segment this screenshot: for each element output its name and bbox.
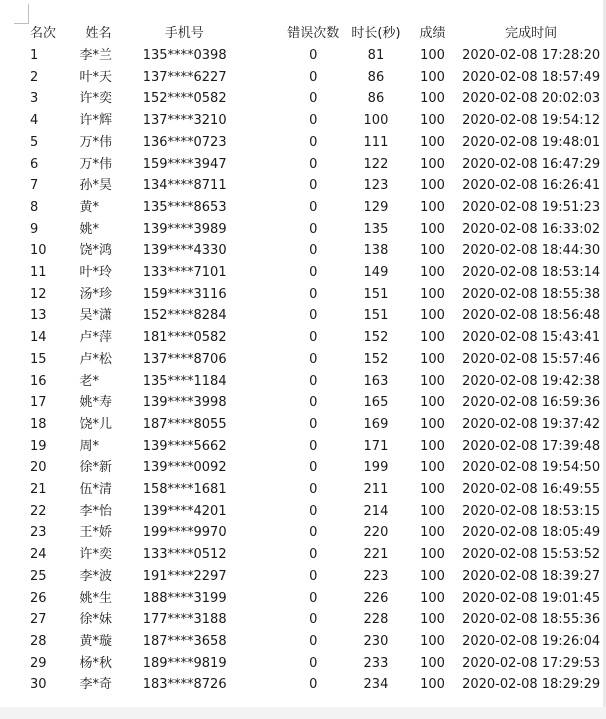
cell-name: 李*兰 — [79, 48, 112, 63]
cell-finish-time: 2020-02-08 18:55:38 — [462, 286, 601, 302]
cell-phone: 199****9970 — [142, 525, 227, 541]
table-row — [24, 479, 606, 501]
cell-duration: 163 — [363, 373, 389, 389]
cell-rank: 7 — [30, 178, 39, 194]
cell-finish-time: 2020-02-08 16:47:29 — [462, 156, 601, 172]
cell-duration: 233 — [363, 655, 389, 671]
cell-errors: 0 — [309, 395, 318, 411]
cell-duration: 230 — [363, 633, 389, 649]
cell-name: 万*伟 — [79, 156, 112, 172]
header-score: 成绩 — [419, 26, 446, 41]
cell-name: 万*伟 — [79, 134, 112, 150]
cell-rank: 16 — [30, 373, 47, 389]
cell-errors: 0 — [309, 612, 318, 628]
table-row — [24, 436, 606, 458]
cell-duration: 152 — [363, 330, 389, 346]
cell-finish-time: 2020-02-08 19:01:45 — [462, 590, 601, 606]
cell-score: 100 — [420, 568, 445, 584]
cell-phone: 152****8284 — [142, 308, 227, 324]
table-row — [24, 197, 606, 219]
table-row — [24, 240, 606, 262]
cell-finish-time: 2020-02-08 17:28:20 — [462, 48, 601, 63]
cell-rank: 12 — [30, 286, 47, 302]
cell-phone: 181****0582 — [142, 330, 227, 346]
cell-name: 老* — [79, 373, 99, 389]
cell-score: 100 — [420, 525, 445, 541]
table-row — [24, 45, 606, 67]
cell-name: 许*辉 — [79, 113, 112, 129]
cell-phone: 152****0582 — [142, 91, 227, 107]
cell-name: 李*怡 — [79, 503, 112, 519]
cell-phone: 139****3989 — [142, 221, 227, 237]
table-row — [24, 674, 606, 696]
table-header-row — [24, 23, 606, 45]
cell-phone: 191****2297 — [142, 568, 227, 584]
cell-score: 100 — [420, 199, 445, 215]
cell-errors: 0 — [309, 134, 318, 150]
crop-mark — [28, 4, 29, 24]
cell-rank: 8 — [30, 199, 39, 215]
cell-finish-time: 2020-02-08 18:57:49 — [462, 69, 601, 85]
cell-score: 100 — [420, 286, 445, 302]
cell-phone: 133****0512 — [142, 547, 227, 563]
cell-duration: 169 — [363, 416, 389, 432]
cell-errors: 0 — [309, 69, 318, 85]
cell-duration: 111 — [363, 134, 389, 150]
table-row — [24, 588, 606, 610]
cell-duration: 149 — [363, 265, 389, 281]
cell-errors: 0 — [309, 590, 318, 606]
cell-finish-time: 2020-02-08 18:53:14 — [462, 265, 601, 281]
cell-finish-time: 2020-02-08 19:37:42 — [462, 416, 601, 432]
table-row — [24, 110, 606, 132]
cell-score: 100 — [420, 69, 445, 85]
cell-phone: 158****1681 — [142, 482, 227, 498]
cell-score: 100 — [420, 547, 445, 563]
cell-phone: 188****3199 — [142, 590, 227, 606]
cell-phone: 187****3658 — [142, 633, 227, 649]
cell-duration: 199 — [363, 460, 389, 476]
cell-duration: 100 — [363, 113, 389, 129]
cell-score: 100 — [420, 134, 445, 150]
cell-phone: 135****0398 — [142, 48, 227, 63]
cell-errors: 0 — [309, 113, 318, 129]
cell-score: 100 — [420, 308, 445, 324]
cell-duration: 135 — [363, 221, 389, 237]
cell-duration: 138 — [363, 243, 389, 259]
cell-finish-time: 2020-02-08 18:55:36 — [462, 612, 601, 628]
table-row — [24, 631, 606, 653]
table-row — [24, 175, 606, 197]
cell-phone: 189****9819 — [142, 655, 227, 671]
table-row — [24, 371, 606, 393]
cell-duration: 211 — [363, 482, 389, 498]
cell-errors: 0 — [309, 460, 318, 476]
cell-score: 100 — [420, 178, 445, 194]
table-row — [24, 544, 606, 566]
header-finish-time: 完成时间 — [505, 26, 558, 41]
cell-errors: 0 — [309, 178, 318, 194]
table-row — [24, 349, 606, 371]
cell-errors: 0 — [309, 330, 318, 346]
cell-duration: 86 — [367, 69, 385, 85]
cell-duration: 221 — [363, 547, 389, 563]
cell-score: 100 — [420, 395, 445, 411]
header-errors: 错误次数 — [287, 26, 340, 41]
cell-name: 许*奕 — [79, 91, 112, 107]
cell-finish-time: 2020-02-08 19:54:12 — [462, 113, 601, 129]
cell-phone: 139****4201 — [142, 503, 227, 519]
header-phone: 手机号 — [164, 26, 204, 41]
cell-rank: 5 — [30, 134, 39, 150]
cell-duration: 165 — [363, 395, 389, 411]
cell-rank: 3 — [30, 91, 39, 107]
table-row — [24, 522, 606, 544]
cell-rank: 13 — [30, 308, 47, 324]
cell-finish-time: 2020-02-08 16:33:02 — [462, 221, 601, 237]
header-rank: 名次 — [30, 26, 57, 41]
cell-rank: 14 — [30, 330, 47, 346]
cell-errors: 0 — [309, 677, 318, 693]
cell-score: 100 — [420, 156, 445, 172]
table-row — [24, 219, 606, 241]
table-row — [24, 327, 606, 349]
cell-phone: 137****6227 — [142, 69, 227, 85]
cell-phone: 135****8653 — [142, 199, 227, 215]
cell-name: 姚* — [79, 221, 99, 237]
header-duration: 时长(秒) — [351, 26, 401, 41]
cell-name: 杨*秋 — [79, 655, 112, 671]
cell-phone: 159****3116 — [142, 286, 227, 302]
cell-phone: 139****4330 — [142, 243, 227, 259]
cell-name: 李*奇 — [79, 677, 112, 693]
cell-duration: 214 — [363, 503, 389, 519]
cell-score: 100 — [420, 655, 445, 671]
page-edge-shadow — [0, 707, 606, 719]
cell-phone: 177****3188 — [142, 612, 227, 628]
cell-errors: 0 — [309, 351, 318, 367]
table-row — [24, 457, 606, 479]
table-row — [24, 501, 606, 523]
cell-phone: 133****7101 — [142, 265, 227, 281]
cell-score: 100 — [420, 243, 445, 259]
cell-errors: 0 — [309, 265, 318, 281]
cell-rank: 22 — [30, 503, 47, 519]
cell-name: 吴*潇 — [79, 308, 112, 324]
cell-phone: 134****8711 — [142, 178, 227, 194]
cell-finish-time: 2020-02-08 18:39:27 — [462, 568, 601, 584]
cell-score: 100 — [420, 633, 445, 649]
cell-errors: 0 — [309, 373, 318, 389]
cell-errors: 0 — [309, 243, 318, 259]
cell-finish-time: 2020-02-08 18:53:15 — [462, 503, 601, 519]
cell-name: 徐*新 — [79, 460, 112, 476]
cell-errors: 0 — [309, 199, 318, 215]
cell-rank: 27 — [30, 612, 47, 628]
cell-rank: 21 — [30, 482, 47, 498]
cell-name: 孙*昊 — [79, 178, 112, 194]
cell-finish-time: 2020-02-08 18:44:30 — [462, 243, 601, 259]
cell-rank: 26 — [30, 590, 47, 606]
cell-duration: 226 — [363, 590, 389, 606]
cell-finish-time: 2020-02-08 15:43:41 — [462, 330, 601, 346]
cell-finish-time: 2020-02-08 18:56:48 — [462, 308, 601, 324]
cell-name: 卢*萍 — [79, 330, 112, 346]
cell-finish-time: 2020-02-08 15:57:46 — [462, 351, 601, 367]
cell-name: 黄*璇 — [79, 633, 112, 649]
cell-duration: 152 — [363, 351, 389, 367]
header-name: 姓名 — [85, 26, 112, 41]
cell-name: 叶*玲 — [79, 265, 112, 281]
cell-duration: 171 — [363, 438, 389, 454]
table-row — [24, 67, 606, 89]
cell-rank: 30 — [30, 677, 47, 693]
cell-errors: 0 — [309, 568, 318, 584]
cell-name: 王*娇 — [79, 525, 112, 541]
cell-rank: 2 — [30, 69, 39, 85]
cell-errors: 0 — [309, 655, 318, 671]
cell-finish-time: 2020-02-08 17:29:53 — [462, 655, 601, 671]
cell-score: 100 — [420, 438, 445, 454]
cell-duration: 86 — [367, 91, 385, 107]
cell-rank: 15 — [30, 351, 47, 367]
cell-errors: 0 — [309, 156, 318, 172]
cell-rank: 20 — [30, 460, 47, 476]
cell-duration: 223 — [363, 568, 389, 584]
cell-errors: 0 — [309, 221, 318, 237]
cell-errors: 0 — [309, 525, 318, 541]
cell-errors: 0 — [309, 633, 318, 649]
cell-rank: 24 — [30, 547, 47, 563]
cell-name: 汤*珍 — [79, 286, 112, 302]
cell-duration: 220 — [363, 525, 389, 541]
cell-phone: 139****5662 — [142, 438, 227, 454]
cell-score: 100 — [420, 590, 445, 606]
cell-errors: 0 — [309, 547, 318, 563]
cell-rank: 17 — [30, 395, 47, 411]
cell-name: 饶*鸿 — [79, 243, 112, 259]
cell-rank: 19 — [30, 438, 47, 454]
cell-errors: 0 — [309, 286, 318, 302]
cell-score: 100 — [420, 221, 445, 237]
table-row — [24, 414, 606, 436]
cell-rank: 6 — [30, 156, 39, 172]
cell-phone: 139****3998 — [142, 395, 227, 411]
cell-finish-time: 2020-02-08 16:59:36 — [462, 395, 601, 411]
cell-score: 100 — [420, 330, 445, 346]
cell-score: 100 — [420, 351, 445, 367]
cell-duration: 123 — [363, 178, 389, 194]
cell-rank: 29 — [30, 655, 47, 671]
cell-phone: 187****8055 — [142, 416, 227, 432]
cell-name: 叶*天 — [79, 69, 112, 85]
cell-duration: 81 — [367, 48, 385, 63]
cell-name: 黄* — [79, 199, 99, 215]
cell-rank: 1 — [30, 48, 39, 63]
cell-rank: 18 — [30, 416, 47, 432]
cell-score: 100 — [420, 612, 445, 628]
results-table — [24, 23, 606, 696]
cell-phone: 135****1184 — [142, 373, 227, 389]
cell-name: 许*奕 — [79, 547, 112, 563]
cell-finish-time: 2020-02-08 19:51:23 — [462, 199, 601, 215]
cell-rank: 10 — [30, 243, 47, 259]
cell-name: 饶*儿 — [79, 416, 112, 432]
cell-errors: 0 — [309, 438, 318, 454]
table-body — [24, 45, 606, 696]
cell-name: 姚*寿 — [79, 395, 112, 411]
cell-phone: 183****8726 — [142, 677, 227, 693]
table-row — [24, 305, 606, 327]
table-row — [24, 262, 606, 284]
cell-score: 100 — [420, 265, 445, 281]
cell-name: 卢*松 — [79, 351, 112, 367]
cell-duration: 129 — [363, 199, 389, 215]
cell-phone: 159****3947 — [142, 156, 227, 172]
cell-rank: 28 — [30, 633, 47, 649]
cell-duration: 228 — [363, 612, 389, 628]
cell-name: 徐*妹 — [79, 612, 112, 628]
cell-name: 姚*生 — [79, 590, 112, 606]
cell-score: 100 — [420, 113, 445, 129]
cell-duration: 151 — [363, 308, 389, 324]
table-row — [24, 154, 606, 176]
cell-finish-time: 2020-02-08 19:42:38 — [462, 373, 601, 389]
cell-score: 100 — [420, 48, 445, 63]
cell-rank: 25 — [30, 568, 47, 584]
cell-duration: 122 — [363, 156, 389, 172]
cell-name: 周* — [79, 438, 99, 454]
cell-phone: 136****0723 — [142, 134, 227, 150]
cell-finish-time: 2020-02-08 17:39:48 — [462, 438, 601, 454]
cell-finish-time: 2020-02-08 19:26:04 — [462, 633, 601, 649]
cell-finish-time: 2020-02-08 19:54:50 — [462, 460, 601, 476]
cell-finish-time: 2020-02-08 18:05:49 — [462, 525, 601, 541]
cell-finish-time: 2020-02-08 16:49:55 — [462, 482, 601, 498]
cell-finish-time: 2020-02-08 20:02:03 — [462, 91, 601, 107]
cell-errors: 0 — [309, 48, 318, 63]
table-row — [24, 88, 606, 110]
cell-score: 100 — [420, 373, 445, 389]
cell-errors: 0 — [309, 91, 318, 107]
table-row — [24, 132, 606, 154]
table-row — [24, 284, 606, 306]
cell-score: 100 — [420, 416, 445, 432]
cell-rank: 11 — [30, 265, 47, 281]
cell-errors: 0 — [309, 503, 318, 519]
table-row — [24, 566, 606, 588]
cell-score: 100 — [420, 677, 445, 693]
cell-score: 100 — [420, 503, 445, 519]
cell-errors: 0 — [309, 482, 318, 498]
cell-name: 伍*清 — [79, 482, 112, 498]
cell-finish-time: 2020-02-08 16:26:41 — [462, 178, 601, 194]
cell-score: 100 — [420, 91, 445, 107]
cell-rank: 23 — [30, 525, 47, 541]
cell-phone: 139****0092 — [142, 460, 227, 476]
cell-finish-time: 2020-02-08 18:29:29 — [462, 677, 601, 693]
table-row — [24, 609, 606, 631]
cell-score: 100 — [420, 482, 445, 498]
cell-name: 李*波 — [79, 568, 112, 584]
table-row — [24, 392, 606, 414]
cell-phone: 137****3210 — [142, 113, 227, 129]
cell-rank: 9 — [30, 221, 39, 237]
table-row — [24, 653, 606, 675]
cell-score: 100 — [420, 460, 445, 476]
cell-errors: 0 — [309, 416, 318, 432]
cell-rank: 4 — [30, 113, 39, 129]
cell-finish-time: 2020-02-08 15:53:52 — [462, 547, 601, 563]
cell-duration: 151 — [363, 286, 389, 302]
cell-finish-time: 2020-02-08 19:48:01 — [462, 134, 601, 150]
cell-phone: 137****8706 — [142, 351, 227, 367]
cell-duration: 234 — [363, 677, 389, 693]
cell-errors: 0 — [309, 308, 318, 324]
